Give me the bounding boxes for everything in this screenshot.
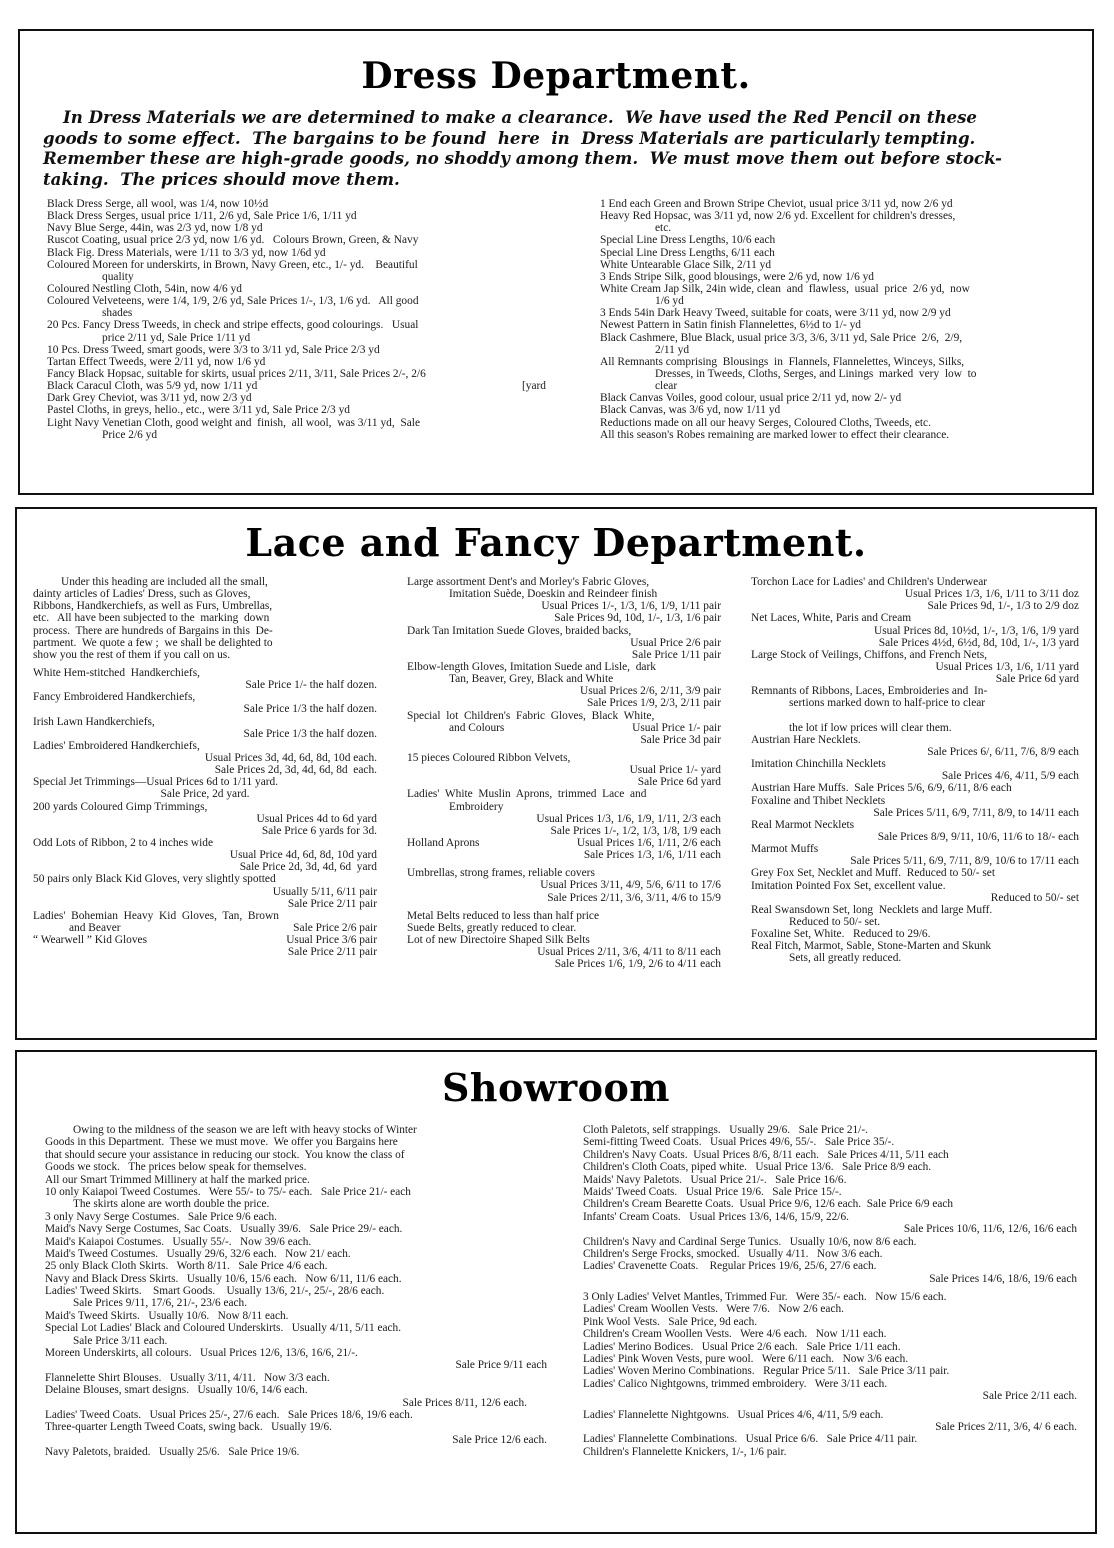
intro-line: etc. All have been subjected to the marking down [33, 612, 270, 625]
list-item: Special Jet Trimmings—Usual Prices 6d to 1/11 yard. [33, 776, 279, 789]
list-item: Sale Price 6d yard [637, 776, 721, 789]
list-item: Ladies' Calico Nightgowns, trimmed embroidery. Were 3/11 each. [583, 1377, 888, 1390]
list-item: Special Lot Ladies' Black and Coloured Underskirts. Usually 4/11, 5/11 each. [45, 1322, 402, 1335]
list-item: Sale Prices 1/-, 1/2, 1/3, 1/8, 1/9 each [550, 824, 721, 837]
list-item: Odd Lots of Ribbon, 2 to 4 inches wide [33, 836, 214, 849]
list-item: White Cream Jap Silk, 24in wide, clean and flawless, usual price 2/6 yd, now [600, 282, 970, 295]
list-item: Sale Prices 5/11, 6/9, 7/11, 8/9, to 14/11 each [873, 806, 1079, 819]
list-item: Special lot Children's Fabric Gloves, Black White, [407, 709, 655, 722]
list-item: Irish Lawn Handkerchiefs, [33, 715, 155, 728]
list-item: All our Smart Trimmed Millinery at half the marked price. [45, 1173, 310, 1186]
list-item: Maid's Tweed Costumes. Usually 29/6, 32/6 each. Now 21/ each. [45, 1247, 351, 1260]
dress-intro: In Dress Materials we are determined to make a clearance. We have used the Red Pencil on these goods to some effect. The bargains to be found here in Dress Materials are particularly tempting. Remember these are high-grade goods, no shoddy among them. We must move them out before stock- taking. The prices should move them. [43, 107, 1002, 189]
list-item: Pink Wool Vests. Sale Price, 9d each. [583, 1315, 758, 1328]
intro-line: Ribbons, Handkerchiefs, as well as Furs, Umbrellas, [33, 600, 273, 613]
list-item: Black Caracul Cloth, was 5/9 yd, now 1/11 yd [yard [47, 380, 546, 393]
list-item: Torchon Lace for Ladies' and Children's Underwear [751, 576, 988, 588]
intro-line: Under this heading are included all the small, [61, 576, 268, 588]
list-item: Maid's Tweed Skirts. Usually 10/6. Now 8/11 each. [45, 1309, 289, 1322]
list-item: Fancy Embroidered Handkerchiefs, [33, 691, 196, 704]
list-item: Foxaline Set, White. Reduced to 29/6. [751, 928, 931, 941]
list-item: Navy Paletots, braided. Usually 25/6. Sale Price 19/6. [45, 1446, 300, 1459]
list-item: 3 Ends Stripe Silk, good blousings, were 2/6 yd, now 1/6 yd [600, 270, 875, 283]
list-item: Pastel Cloths, in greys, helio., etc., were 3/11 yd, Sale Price 2/3 yd [47, 404, 350, 417]
list-item [751, 710, 1079, 722]
lace-department-panel [15, 507, 1097, 1040]
list-item: Black Cashmere, Blue Black, usual price 3/3, 3/6, 3/11 yd, Sale Price 2/6, 2/9, [600, 331, 963, 344]
list-item: 3 Only Ladies' Velvet Mantles, Trimmed Fur. Were 35/- each. Now 15/6 each. [583, 1291, 947, 1304]
list-item: Children's Cream Woollen Vests. Were 4/6 each. Now 1/11 each. [583, 1328, 887, 1341]
list-item: Sets, all greatly reduced. [789, 952, 902, 965]
dress-right-column [572, 198, 1087, 441]
list-item: Ladies' Flannelette Nightgowns. Usual Prices 4/6, 4/11, 5/9 each. [583, 1408, 884, 1421]
list-item: Sale Prices 2/11, 3/6, 4/ 6 each. [935, 1420, 1077, 1433]
list-item: Sale Price 12/6 each. [452, 1433, 547, 1446]
intro-line: partment. We quote a few ; we shall be delighted to [33, 636, 273, 649]
list-item: Sale Prices 5/11, 6/9, 7/11, 8/9, 10/6 to 17/11 each [850, 855, 1079, 868]
list-item: Dark Grey Cheviot, was 3/11 yd, now 2/3 yd [47, 392, 252, 405]
list-item: Sale Price 1/3 the half dozen. [243, 727, 377, 740]
list-item: Austrian Hare Muffs. Sale Prices 5/6, 6/9, 6/11, 8/6 each [751, 782, 1012, 795]
list-item: Real Marmot Necklets [751, 818, 855, 831]
list-item: Usual Prices 1/3, 1/6, 1/9, 1/11, 2/3 each [536, 812, 721, 825]
list-item: Special Line Dress Lengths, 6/11 each [600, 246, 775, 259]
list-item: Ladies' Merino Bodices. Usual Price 2/6 each. Sale Price 1/11 each. [583, 1340, 901, 1353]
list-item: Ladies' Flannelette Combinations. Usual Price 6/6. Sale Price 4/11 pair. [583, 1433, 918, 1446]
list-item: Sale Prices 14/6, 18/6, 19/6 each [929, 1272, 1077, 1285]
list-item: Navy and Black Dress Skirts. Usually 10/6, 15/6 each. Now 6/11, 11/6 each. [45, 1272, 402, 1285]
list-item: Fancy Black Hopsac, suitable for skirts, usual prices 2/11, 3/11, Sale Prices 2/-, 2/6 [47, 367, 426, 380]
list-item: Black Canvas, was 3/6 yd, now 1/11 yd [600, 404, 781, 417]
list-item: Maid's Kaiapoi Costumes. Usually 55/-. Now 39/6 each. [45, 1235, 312, 1248]
list-item: Reduced to 50/- set [990, 891, 1079, 904]
list-item: etc. [655, 222, 672, 235]
list-item: Net Laces, White, Paris and Cream [751, 612, 912, 625]
list-item: White Hem-stitched Handkerchiefs, [33, 666, 200, 679]
list-item: Remnants of Ribbons, Laces, Embroideries and In- [751, 685, 988, 698]
list-item: 3 only Navy Serge Costumes. Sale Price 9/6 each. [45, 1210, 277, 1223]
showroom-left-column [45, 1124, 555, 1459]
list-item: Usual Prices 1/-, 1/3, 1/6, 1/9, 1/11 pair [541, 600, 721, 613]
lace-department-title: Lace and Fancy Department. [245, 520, 867, 565]
list-item: “ Wearwell ” Kid Gloves Usual Price 3/6 pair [33, 934, 377, 947]
list-item: 3 Ends 54in Dark Heavy Tweed, suitable for coats, were 3/11 yd, now 2/9 yd [600, 307, 951, 320]
list-item: Sale Price 2d, 3d, 4d, 6d yard [239, 861, 377, 874]
list-item: Usual Prices 4d to 6d yard [256, 812, 377, 825]
list-item: Cloth Paletots, self strappings. Usually 29/6. Sale Price 21/-. [583, 1124, 868, 1136]
list-item: Children's Flannelette Knickers, 1/-, 1/6 pair. [583, 1445, 787, 1458]
intro-line: Goods we stock. The prices below speak for themselves. [45, 1161, 307, 1174]
list-item: Three-quarter Length Tweed Coats, swing back. Usually 19/6. [45, 1421, 332, 1434]
list-item: Real Swansdown Set, long Necklets and large Muff. [751, 903, 993, 916]
list-item: All Remnants comprising Blousings in Flannels, Flannelettes, Winceys, Silks, [600, 355, 965, 368]
list-item: Children's Cream Bearette Coats. Usual Price 9/6, 12/6 each. Sale Price 6/9 each [583, 1198, 954, 1211]
list-item: Infants' Cream Coats. Usual Prices 13/6, 14/6, 15/9, 22/6. [583, 1210, 849, 1223]
dress-department-title: Dress Department. [361, 55, 751, 97]
list-item: Usual Prices 1/3, 1/6, 1/11 yard [935, 660, 1079, 673]
list-item: Sale Prices 4½d, 6½d, 8d, 10d, 1/-, 1/3 yard [878, 636, 1079, 649]
list-item: Imitation Chinchilla Necklets [751, 758, 886, 771]
list-item: Usual Price 4d, 6d, 8d, 10d yard [229, 849, 377, 862]
list-item: quality [102, 270, 134, 283]
list-item: Sale Prices 2d, 3d, 4d, 6d, 8d each. [214, 764, 377, 777]
list-item: Sale Prices 8/9, 9/11, 10/6, 11/6 to 18/- each [877, 830, 1079, 843]
intro-line: show you the rest of them if you call on us. [33, 648, 231, 661]
list-item: the lot if low prices will clear them. [789, 721, 952, 734]
list-item: Black Fig. Dress Materials, were 1/11 to 3/3 yd, now 1/6d yd [47, 246, 326, 259]
list-item: Sale Prices 9d, 10d, 1/-, 1/3, 1/6 pair [554, 612, 721, 625]
list-item: price 2/11 yd, Sale Price 1/11 yd [102, 331, 251, 344]
list-item: Ladies' Woven Merino Combinations. Regular Price 5/11. Sale Price 3/11 pair. [583, 1365, 950, 1378]
list-item: Sale Price, 2d yard. [160, 788, 250, 801]
list-item: White Untearable Glace Silk, 2/11 yd [600, 258, 772, 271]
list-item: Flannelette Shirt Blouses. Usually 3/11, 4/11. Now 3/3 each. [45, 1371, 330, 1384]
list-item: clear [655, 380, 678, 393]
list-item: Children's Serge Frocks, smocked. Usually 4/11. Now 3/6 each. [583, 1247, 883, 1260]
lace-column-2 [383, 576, 735, 970]
list-item: Coloured Nestling Cloth, 54in, now 4/6 yd [47, 282, 242, 295]
list-item: Usual Prices 1/3, 1/6, 1/11 to 3/11 doz [904, 588, 1079, 601]
list-item: Children's Navy and Cardinal Serge Tunics. Usually 10/6, now 8/6 each. [583, 1235, 917, 1248]
list-item: Black Dress Serge, all wool, was 1/4, now 10½d [47, 198, 269, 210]
list-item: Metal Belts reduced to less than half price [407, 909, 599, 922]
list-item: Sale Prices 2/11, 3/6, 3/11, 4/6 to 15/9 [547, 891, 721, 904]
list-item: Price 2/6 yd [102, 428, 158, 441]
lace-column-3 [735, 576, 1085, 970]
list-item: Sale Prices 1/3, 1/6, 1/11 each [583, 849, 721, 862]
list-item: 10 only Kaiapoi Tweed Costumes. Were 55/- to 75/- each. Sale Price 21/- each [45, 1185, 411, 1198]
list-item: Embroidery [449, 800, 504, 813]
list-item: Sale Prices 1/6, 1/9, 2/6 to 4/11 each [554, 958, 721, 971]
list-item: Black Canvas Voiles, good colour, usual price 2/11 yd, now 2/- yd [600, 392, 902, 405]
dress-left-column [47, 198, 572, 441]
list-item: Sale Price 3d pair [640, 733, 721, 746]
list-item: Sale Price 6d yard [995, 673, 1079, 686]
list-item: Large Stock of Veilings, Chiffons, and French Nets, [751, 648, 988, 661]
list-item: 50 pairs only Black Kid Gloves, very slightly spotted [33, 873, 276, 886]
list-item: Sale Price 9/11 each [455, 1359, 547, 1372]
list-item: Imitation Suède, Doeskin and Reindeer finish [449, 588, 658, 601]
list-item: Tartan Effect Tweeds, were 2/11 yd, now 1/6 yd [47, 355, 266, 368]
showroom-panel [15, 1050, 1097, 1534]
list-item: Usually 5/11, 6/11 pair [272, 885, 377, 898]
list-item: Sale Price 3/11 each. [73, 1334, 168, 1347]
list-item: Sale Price 1/- the half dozen. [245, 679, 377, 692]
list-item: Large assortment Dent's and Morley's Fabric Gloves, [407, 576, 650, 588]
list-item: Reductions made on all our heavy Serges, Coloured Cloths, Tweeds, etc. [600, 416, 931, 429]
list-item: Ruscot Coating, usual price 2/3 yd, now 1/6 yd. Colours Brown, Green, & Navy [47, 234, 419, 247]
list-item: Children's Cloth Coats, piped white. Usual Price 13/6. Sale Price 8/9 each. [583, 1161, 932, 1174]
list-item: Suede Belts, greatly reduced to clear. [407, 921, 577, 934]
list-item: Coloured Moreen for underskirts, in Brown, Navy Green, etc., 1/- yd. Beautiful [47, 258, 418, 271]
list-item: Sale Price 2/11 each. [982, 1390, 1077, 1403]
list-item: 20 Pcs. Fancy Dress Tweeds, in check and stripe effects, good colourings. Usual [47, 319, 419, 332]
list-item: 1 End each Green and Brown Stripe Cheviot, usual price 3/11 yd, now 2/6 yd [600, 198, 953, 210]
list-item: 10 Pcs. Dress Tweed, smart goods, were 3/3 to 3/11 yd, Sale Price 2/3 yd [47, 343, 380, 356]
list-item: Ladies' Tweed Coats. Usual Prices 25/-, 27/6 each. Sale Prices 18/6, 19/6 each. [45, 1408, 413, 1421]
intro-line: process. There are hundreds of Bargains in this De- [33, 624, 273, 637]
list-item: Sale Prices 10/6, 11/6, 12/6, 16/6 each [903, 1223, 1077, 1236]
list-item: 200 yards Coloured Gimp Trimmings, [33, 800, 208, 813]
list-item: Usual Prices 2/11, 3/6, 4/11 to 8/11 each [537, 946, 721, 959]
list-item: Usual Prices 3d, 4d, 6d, 8d, 10d each. [204, 751, 377, 764]
list-item: Moreen Underskirts, all colours. Usual Prices 12/6, 13/6, 16/6, 21/-. [45, 1347, 358, 1360]
dress-department-panel [18, 29, 1094, 495]
list-item: Ladies' Bohemian Heavy Kid Gloves, Tan, Brown [33, 909, 279, 922]
list-item: Maid's Navy Serge Costumes, Sac Coats. Usually 39/6. Sale Price 29/- each. [45, 1223, 403, 1236]
list-item: 25 only Black Cloth Skirts. Worth 8/11. Sale Price 4/6 each. [45, 1260, 328, 1273]
list-item: Grey Fox Set, Necklet and Muff. Reduced to 50/- set [751, 867, 996, 880]
list-item: Reduced to 50/- set. [789, 915, 881, 928]
list-item: Sale Price 1/11 pair [631, 648, 721, 661]
showroom-right-column [555, 1124, 1077, 1459]
list-item: Coloured Velveteens, were 1/4, 1/9, 2/6 yd, Sale Prices 1/-, 1/3, 1/6 yd. All good [47, 295, 419, 308]
list-item: and Colours Usual Price 1/- pair [449, 721, 721, 734]
list-item: Maids' Tweed Coats. Usual Price 19/6. Sale Price 15/-. [583, 1185, 842, 1198]
list-item: 2/11 yd [655, 343, 690, 356]
intro-line: Goods in this Department. These we must move. We offer you Bargains here [45, 1136, 398, 1149]
list-item: Tan, Beaver, Grey, Black and White [449, 673, 614, 686]
list-item: Delaine Blouses, smart designs. Usually 10/6, 14/6 each. [45, 1384, 308, 1397]
list-item: Sale Prices 1/9, 2/3, 2/11 pair [586, 697, 721, 710]
list-item: Usual Price 1/- yard [629, 764, 721, 777]
list-item: Marmot Muffs [751, 843, 819, 856]
intro-line: that should secure your assistance in reducing our stock. You know the class of [45, 1148, 405, 1161]
list-item: Ladies' Cream Woollen Vests. Were 7/6. Now 2/6 each. [583, 1303, 844, 1316]
list-item: Sale Price 2/11 pair [287, 897, 377, 910]
list-item: Imitation Pointed Fox Set, excellent value. [751, 879, 946, 892]
list-item: Ladies' Pink Woven Vests, pure wool. Were 6/11 each. Now 3/6 each. [583, 1353, 909, 1366]
list-item: Ladies' Cravenette Coats. Regular Prices 19/6, 25/6, 27/6 each. [583, 1260, 877, 1273]
list-item: Sale Price 1/3 the half dozen. [243, 703, 377, 716]
list-item: Lot of new Directoire Shaped Silk Belts [407, 933, 590, 946]
list-item: Dark Tan Imitation Suede Gloves, braided backs, [407, 624, 632, 637]
list-item: Holland Aprons Usual Prices 1/6, 1/11, 2/6 each [407, 836, 721, 849]
list-item: Sale Prices 6/, 6/11, 7/6, 8/9 each [927, 745, 1079, 758]
list-item: Newest Pattern in Satin finish Flannelettes, 6½d to 1/- yd [600, 319, 862, 332]
list-item: Umbrellas, strong frames, reliable covers [407, 867, 595, 880]
list-item: and Beaver Sale Price 2/6 pair [69, 921, 377, 934]
list-item: sertions marked down to half-price to clear [789, 697, 986, 710]
intro-line: dainty articles of Ladies' Dress, such as Gloves, [33, 588, 251, 601]
list-item: Navy Blue Serge, 44in, was 2/3 yd, now 1/8 yd [47, 222, 263, 235]
list-item: Usual Prices 8d, 10½d, 1/-, 1/3, 1/6, 1/9 yard [873, 624, 1079, 637]
list-item: Heavy Red Hopsac, was 3/11 yd, now 2/6 yd. Excellent for children's dresses, [600, 210, 956, 223]
list-item: Children's Navy Coats. Usual Prices 8/6, 8/11 each. Sale Prices 4/11, 5/11 each [583, 1148, 949, 1161]
list-item: Real Fitch, Marmot, Sable, Stone-Marten and Skunk [751, 940, 992, 953]
list-item: Dresses, in Tweeds, Cloths, Serges, and Linings marked very low to [655, 367, 977, 380]
list-item: Ladies' White Muslin Aprons, trimmed Lace and [407, 788, 647, 801]
list-item: Black Dress Serges, usual price 1/11, 2/6 yd, Sale Price 1/6, 1/11 yd [47, 210, 357, 223]
list-item: All this season's Robes remaining are marked lower to effect their clearance. [600, 428, 950, 441]
list-item: Sale Price 2/11 pair [287, 946, 377, 959]
list-item: The skirts alone are worth double the price. [73, 1198, 270, 1211]
list-item: Usual Prices 2/6, 2/11, 3/9 pair [580, 685, 721, 698]
list-item: Usual Prices 3/11, 4/9, 5/6, 6/11 to 17/6 [540, 879, 721, 892]
list-item: Sale Prices 9d, 1/-, 1/3 to 2/9 doz [927, 600, 1079, 613]
list-item: Elbow-length Gloves, Imitation Suede and Lisle, dark [407, 660, 656, 673]
list-item: Foxaline and Thibet Necklets [751, 794, 886, 807]
list-item: 15 pieces Coloured Ribbon Velvets, [407, 751, 571, 764]
list-item: Sale Prices 4/6, 4/11, 5/9 each [941, 770, 1079, 783]
lace-column-1 [33, 576, 383, 970]
list-item: Maids' Navy Paletots. Usual Price 21/-. Sale Price 16/6. [583, 1173, 847, 1186]
list-item: Sale Prices 8/11, 12/6 each. [402, 1396, 527, 1409]
list-item: Ladies' Embroidered Handkerchiefs, [33, 739, 200, 752]
list-item: Sale Prices 9/11, 17/6, 21/-, 23/6 each. [73, 1297, 248, 1310]
list-item: Special Line Dress Lengths, 10/6 each [600, 234, 776, 247]
list-item: Semi-fitting Tweed Coats. Usual Prices 49/6, 55/-. Sale Price 35/-. [583, 1136, 895, 1149]
list-item: Usual Price 2/6 pair [630, 636, 721, 649]
list-item: 1/6 yd [655, 295, 684, 308]
showroom-title: Showroom [441, 1065, 671, 1110]
list-item: shades [102, 307, 133, 320]
list-item: Light Navy Venetian Cloth, good weight and finish, all wool, was 3/11 yd, Sale [47, 416, 420, 429]
list-item: Austrian Hare Necklets. [751, 733, 861, 746]
list-item: Ladies' Tweed Skirts. Smart Goods. Usually 13/6, 21/-, 25/-, 28/6 each. [45, 1285, 385, 1298]
intro-line: Owing to the mildness of the season we are left with heavy stocks of Winter [73, 1124, 417, 1136]
list-item: Sale Price 6 yards for 3d. [261, 824, 377, 837]
